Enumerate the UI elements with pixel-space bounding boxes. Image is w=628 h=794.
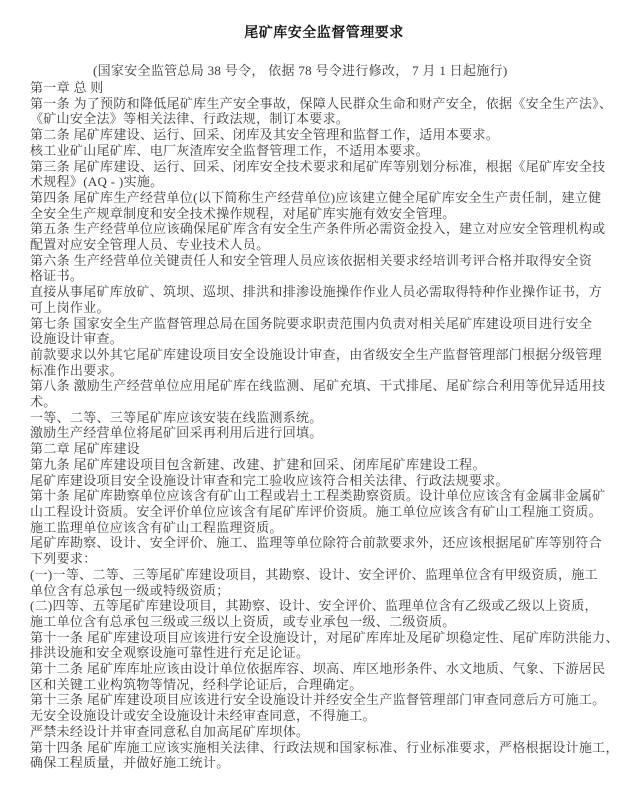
document-body — [30, 80, 618, 771]
text-line: 《矿山安全法》等相关法律、行政法规，制订本要求。 — [30, 111, 350, 127]
text-line: 一等、二等、三等尾矿库应该安装在线监测系统。 — [30, 409, 323, 425]
text-line: 第七条 国家安全生产监督管理总局在国务院要求职责范围内负责对相关尾矿库建设项目进行安全 — [30, 315, 593, 331]
text-line: (二)四等、五等尾矿库建设项目，其勘察、设计、安全评价、监理单位含有乙级或乙级以上资质， — [30, 598, 598, 614]
text-line: 直接从事尾矿库放矿、筑坝、巡坝、排洪和排渗设施操作作业人员必需取得特种作业操作证书，方 — [30, 284, 602, 300]
text-line: 第二条 尾矿库建设、运行、回采、闭库及其安全管理和监督工作，适用本要求。 — [30, 127, 500, 143]
text-line: 第一条 为了预防和降低尾矿库生产安全事故，保障人民群众生命和财产安全，依据《安全生产法》、 — [30, 95, 613, 111]
text-line: 确保工程质量，并做好施工统计。 — [30, 755, 230, 771]
text-line: 第四条 尾矿库生产经营单位(以下简称生产经营单位)应该建立健全尾矿库安全生产责任制，建立健 — [30, 189, 602, 205]
text-line: 术。 — [30, 394, 57, 410]
text-line: 第十三条 尾矿库建设项目应该进行安全设施设计并经安全生产监督管理部门审查同意后方可施工。 — [30, 692, 606, 708]
text-line: 第六条 生产经营单位关键责任人和安全管理人员应该依据相关要求经培训考评合格并取得安全资 — [30, 252, 593, 268]
text-line: 第八条 激励生产经营单位应用尾矿库在线监测、尾矿充填、干式排尾、尾矿综合利用等优异适用技 — [30, 378, 606, 394]
text-line: 第五条 生产经营单位应该确保尾矿库含有安全生产条件所必需资金投入，建立对应安全管理机构或 — [30, 221, 606, 237]
text-line: 山工程设计资质。安全评价单位应该含有尾矿库评价资质。施工单位应该含有矿山工程施工资质。 — [30, 503, 602, 519]
text-line: 排洪设施和安全观察设施可靠性进行充足论证。 — [30, 645, 310, 661]
text-line: 第二章 尾矿库建设 — [30, 441, 140, 457]
text-line: (一)一等、二等、三等尾矿库建设项目，其勘察、设计、安全评价、监理单位含有甲级资质，施工 — [30, 566, 598, 582]
text-line: 区和关键工业构筑物等情况，经科学论证后，合理确定。 — [30, 676, 363, 692]
text-line: 第十一条 尾矿库建设项目应该进行安全设施设计，对尾矿库库址及尾矿坝稳定性、尾矿库防洪能力、 — [30, 629, 619, 645]
text-line: 施工单位含有总承包三级或三级以上资质，或专业承包一级、二级资质。 — [30, 613, 456, 629]
text-line: 施工监理单位应该含有矿山工程监理资质。 — [30, 519, 283, 535]
text-line: 第九条 尾矿库建设项目包含新建、改建、扩建和回采、闭库尾矿库建设工程。 — [30, 456, 486, 472]
text-line: 全安全生产规章制度和安全技术操作规程，对尾矿库实施有效安全管理。 — [30, 205, 456, 221]
text-line: 下列要求： — [30, 551, 97, 567]
text-line: 第十二条 尾矿库库址应该由设计单位依据库容、坝高、库区地形条件、水文地质、气象、下游居民 — [30, 661, 606, 677]
text-line: 激励生产经营单位将尾矿回采再利用后进行回填。 — [30, 425, 323, 441]
text-line: 第十四条 尾矿库施工应该实施相关法律、行政法规和国家标准、行业标准要求，严格根据设计施工， — [30, 739, 619, 755]
text-line: 尾矿库建设项目安全设施设计审查和完工验收应该符合相关法律、行政法规要求。 — [30, 472, 509, 488]
text-line: 格证书。 — [30, 268, 84, 284]
text-line: 严禁未经设计并审查同意私自加高尾矿库坝体。 — [30, 723, 310, 739]
text-line: 前款要求以外其它尾矿库建设项目安全设施设计审查，由省级安全生产监督管理部门根据分级管理 — [30, 346, 602, 362]
text-line: 第一章 总 则 — [30, 80, 104, 95]
text-line: 设施设计审查。 — [30, 331, 124, 347]
text-line: 核工业矿山尾矿库、电厂灰渣库安全监督管理工作，不适用本要求。 — [30, 142, 430, 158]
text-line: 术规程》(AQ - )实施。 — [30, 174, 164, 190]
text-line: 第三条 尾矿库建设、运行、回采、闭库安全技术要求和尾矿库等别划分标准，根据《尾矿库安全技 — [30, 158, 606, 174]
text-line: 可上岗作业。 — [30, 299, 110, 315]
text-line: 尾矿库勘察、设计、安全评价、施工、监理等单位除符合前款要求外，还应该根据尾矿库等别符合 — [30, 535, 602, 551]
text-line: 配置对应安全管理人员、专业技术人员。 — [30, 237, 270, 253]
document-subtitle: (国家安全监管总局 38 号令， 依据 78 号令进行修改， 7 月 1 日起施行) — [93, 63, 508, 78]
text-line: 标准作出要求。 — [30, 362, 124, 378]
page-title: 尾矿库安全监督管理要求 — [244, 26, 404, 41]
text-line: 第十条 尾矿库勘察单位应该含有矿山工程或岩土工程类勘察资质。设计单位应该含有金属非金属矿 — [30, 488, 606, 504]
text-line: 单位含有总承包一级或特级资质； — [30, 582, 230, 598]
text-line: 无安全设施设计或安全设施设计未经审查同意，不得施工。 — [30, 708, 376, 724]
